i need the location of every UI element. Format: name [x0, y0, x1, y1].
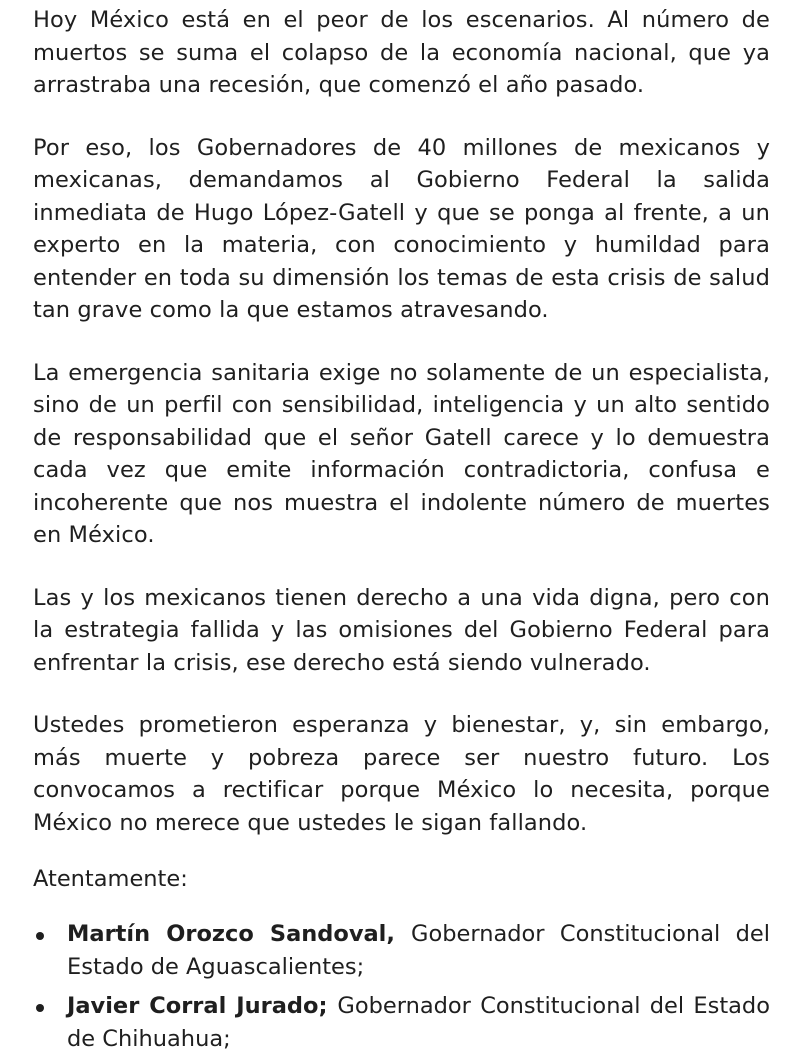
- document-page: [33, 4, 770, 1062]
- signatory-title: Gobernador Constitucional del Estado de Aguascalientes;: [67, 920, 770, 980]
- paragraph-3: La emergencia sanitaria exige no solamente de un especialista, sino de un perfil con sensibilidad, inteligencia y un alto sentido de responsabilidad que el señor Gatell carece y lo demuestra cada vez que emite información contradictoria, confusa e incoherente que nos muestra el indolente número de muertes en México.: [33, 359, 770, 548]
- paragraph-4: Las y los mexicanos tienen derecho a una vida digna, pero con la estrategia fallida y las omisiones del Gobierno Federal para enfrentar la crisis, ese derecho está siendo vulnerado.: [33, 584, 770, 676]
- signatory-item: [33, 918, 770, 984]
- paragraph-1: Hoy México está en el peor de los escenarios. Al número de muertos se suma el colapso de la economía nacional, que ya arrastraba una recesión, que comenzó el año pasado.: [33, 7, 770, 98]
- bullet-icon: [36, 1004, 44, 1012]
- signatory-name: Martín Orozco Sandoval,: [67, 920, 412, 947]
- closing-salutation: Atentamente:: [33, 866, 188, 892]
- signatory-list: [33, 918, 770, 1056]
- signatory-title: Gobernador Constitucional del Estado de Chihuahua;: [67, 992, 770, 1052]
- paragraph-2: Por eso, los Gobernadores de 40 millones de mexicanos y mexicanas, demandamos al Gobierno Federal la salida inmediata de Hugo López-Gatell y que se ponga al frente, a un experto en la materia, con conocimiento y humildad para entender en toda su dimensión los temas de esta crisis de salud tan grave como la que estamos atravesando.: [33, 134, 770, 323]
- bullet-icon: [36, 932, 44, 940]
- signatory-item: [33, 990, 770, 1056]
- signatory-name: Javier Corral Jurado;: [67, 992, 338, 1019]
- paragraph-5: Ustedes prometieron esperanza y bienestar, y, sin embargo, más muerte y pobreza parece ser nuestro futuro. Los convocamos a rectificar porque México lo necesita, porque México no merece que ustedes le sigan fallando.: [33, 712, 770, 836]
